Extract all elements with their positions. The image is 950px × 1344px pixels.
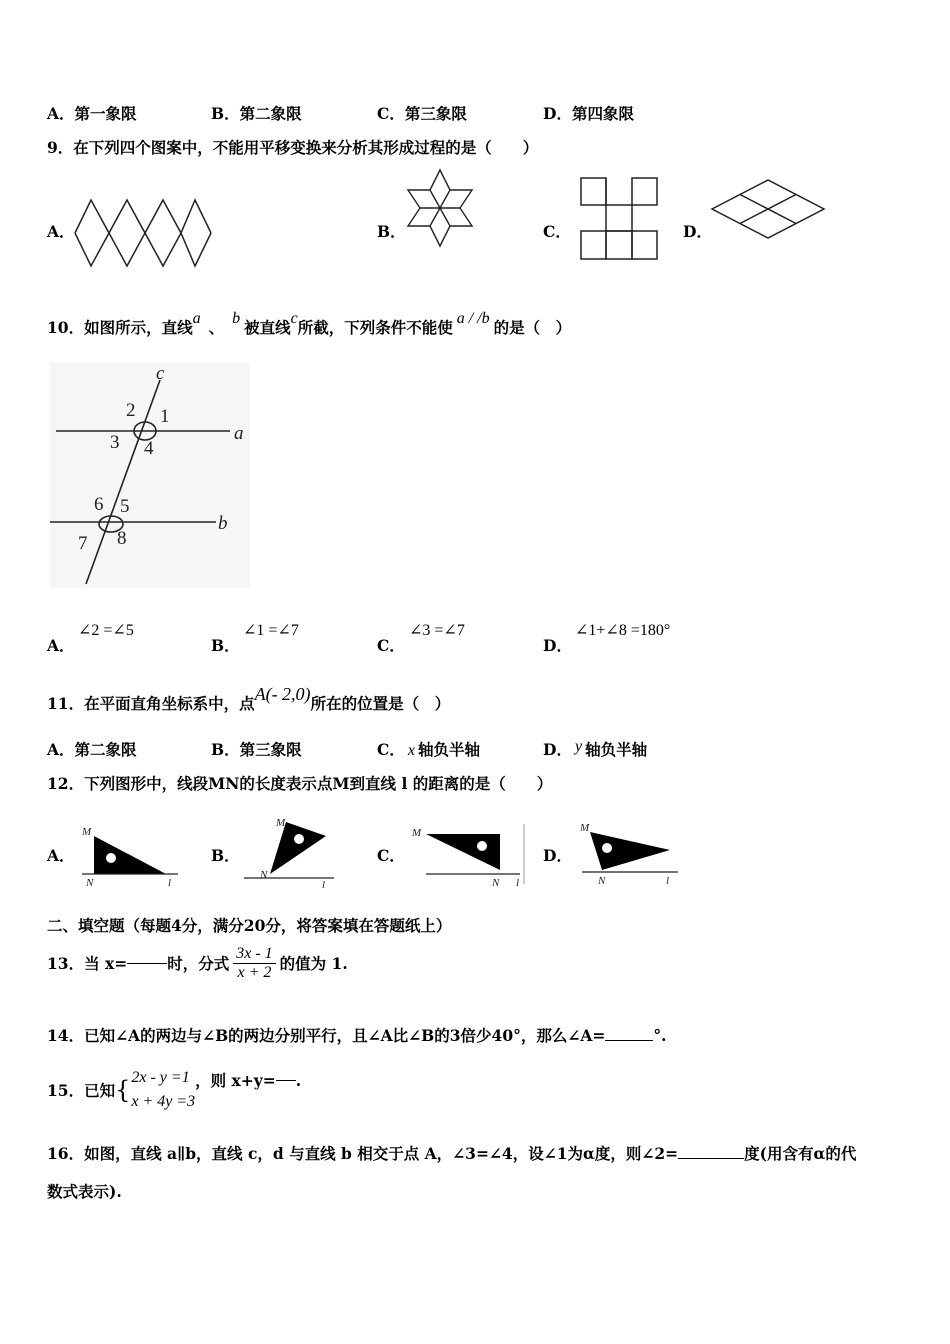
q10-mid1: 被直线 [244, 318, 291, 337]
q10-var-c: c [290, 310, 298, 327]
q12-b-n: N [260, 869, 268, 881]
q10-label-c: c [156, 363, 165, 384]
q12-c-l: l [516, 877, 520, 889]
q10-label-opt-a: A． [47, 636, 75, 655]
q9-rhombus-figure [710, 178, 826, 240]
q15 [47, 1066, 301, 1114]
q12-label-b: B． [211, 846, 240, 865]
q11-option-d [543, 738, 647, 760]
q15-equation-1: 2x - y =1 [131, 1069, 190, 1086]
q10-transversal-figure [50, 362, 250, 590]
q10-label-opt-b: B． [211, 636, 240, 655]
q11-point: A(- 2,0) [254, 684, 311, 704]
q10-var-b: b [232, 310, 241, 327]
q12-d-n: N [598, 875, 606, 887]
q11-option-d-text: 轴负半轴 [585, 740, 648, 759]
q10-label-2: 2 [126, 400, 136, 421]
q14-text: 14．已知∠A的两边与∠B的两边分别平行，且∠A比∠B的3倍少40°，那么∠A= [47, 1026, 606, 1045]
q14 [47, 1024, 667, 1046]
q10-label-opt-d: D． [543, 636, 572, 655]
q10-label-1: 1 [160, 406, 170, 427]
section-2-heading: 二、填空题（每题4分，满分20分，将答案填在答题纸上） [47, 916, 452, 935]
q16-text-end: 度(用含有α的代 [744, 1144, 857, 1163]
q11-option-c [377, 738, 480, 760]
q15-suffix: . [295, 1070, 302, 1090]
q15-answer-blank[interactable] [276, 1080, 296, 1081]
q11-option-d-label: D． [543, 740, 572, 759]
q13-mid: 时，分式 [167, 954, 230, 973]
q8-option-c: C．第三象限 [377, 104, 467, 123]
q11-option-c-var: x [407, 742, 415, 759]
q12-figure-d [572, 818, 684, 888]
q10-stem [47, 310, 572, 338]
q11-suffix: 所在的位置是（ ） [310, 694, 451, 713]
q10-suffix: 的是（ ） [493, 318, 572, 337]
q15-brace: { [115, 1076, 131, 1104]
q10-label-3: 3 [110, 432, 120, 453]
q15-equation-2: x + 4y =3 [131, 1093, 196, 1110]
q12-b-l: l [322, 879, 326, 890]
q10-label-4: 4 [144, 438, 154, 459]
q10-sep: 、 [208, 318, 225, 337]
q15-system [131, 1066, 195, 1114]
q10-label-8: 8 [117, 528, 127, 549]
q9-label-d: D． [683, 222, 712, 241]
q10-label-b: b [218, 513, 228, 534]
q10-expr-d: ∠1+∠8 =180° [575, 622, 671, 639]
q10-label-7: 7 [78, 533, 88, 554]
q11-option-c-label: C． [377, 740, 405, 759]
q16-answer-blank[interactable] [678, 1158, 744, 1159]
q16-text: 16．如图，直线 a∥b，直线 c，d 与直线 b 相交于点 A，∠3=∠4，设∠1为α度，则∠2= [47, 1144, 679, 1163]
q13-prefix: 13．当 x= [47, 954, 128, 973]
q12-d-l: l [666, 875, 670, 887]
q10-var-a: a [192, 310, 201, 327]
q13-suffix: 的值为 1. [279, 954, 348, 973]
q10-figure-bg [50, 362, 250, 588]
q10-mid2: 所截，下列条件不能使 [297, 318, 453, 337]
q16-line-1 [47, 1142, 856, 1164]
q12-c-m: M [412, 827, 422, 839]
q13 [47, 940, 348, 986]
q10-label-opt-c: C． [377, 636, 405, 655]
q12-a-m: M [82, 826, 92, 838]
q13-answer-blank[interactable] [127, 963, 167, 964]
q9-label-a: A． [47, 222, 75, 241]
q10-expr-c: ∠3 =∠7 [409, 622, 465, 639]
q10-expr-a: ∠2 =∠5 [78, 622, 134, 639]
q15-mid: ，则 x+y= [195, 1071, 276, 1090]
q10-parallel: a / /b [456, 310, 490, 327]
q11-option-c-text: 轴负半轴 [417, 740, 480, 759]
q12-a-l: l [168, 877, 172, 888]
q8-option-b: B．第二象限 [211, 104, 302, 123]
q11-stem [47, 684, 451, 714]
q12-b-m: M [276, 817, 286, 829]
q13-fraction [233, 945, 275, 982]
q13-fraction-denominator: x + 2 [237, 963, 272, 981]
q9-squares-figure [580, 176, 660, 262]
q11-option-b: B．第三象限 [211, 740, 302, 759]
q8-option-a: A．第一象限 [47, 104, 137, 123]
q9-stem: 9．在下列四个图案中，不能用平移变换来分析其形成过程的是（ ） [47, 138, 539, 157]
q12-figure-c [408, 818, 548, 890]
q15-prefix: 15．已知 [47, 1081, 116, 1100]
q10-label-5: 5 [120, 496, 130, 517]
q10-expr-b: ∠1 =∠7 [243, 622, 299, 639]
q12-a-n: N [86, 877, 94, 888]
q16-line-2: 数式表示). [47, 1182, 122, 1201]
q12-d-m: M [580, 822, 590, 834]
q12-label-d: D． [543, 846, 572, 865]
q10-label-a: a [234, 423, 244, 444]
q11-option-d-var: y [574, 738, 583, 755]
q12-label-c: C． [377, 846, 405, 865]
q12-c-n: N [492, 877, 500, 889]
q10-label-6: 6 [94, 494, 104, 515]
q12-figure-a [78, 822, 188, 888]
q14-answer-blank[interactable] [605, 1040, 653, 1041]
q9-label-b: B． [377, 222, 406, 241]
q13-fraction-numerator: 3x - 1 [233, 945, 275, 964]
q9-star-figure [404, 168, 476, 248]
q11-prefix: 11．在平面直角坐标系中，点 [47, 694, 255, 713]
q11-option-a: A．第二象限 [47, 740, 137, 759]
q9-zigzag-figure [74, 198, 212, 270]
q9-label-c: C． [543, 222, 571, 241]
q12-label-a: A． [47, 846, 75, 865]
q8-option-d: D．第四象限 [543, 104, 634, 123]
q10-prefix: 10．如图所示，直线 [47, 318, 193, 337]
q14-suffix: °. [653, 1026, 667, 1045]
q12-figure-b [242, 814, 338, 890]
q12-stem: 12．下列图形中，线段MN的长度表示点M到直线 l 的距离的是（ ） [47, 774, 553, 793]
